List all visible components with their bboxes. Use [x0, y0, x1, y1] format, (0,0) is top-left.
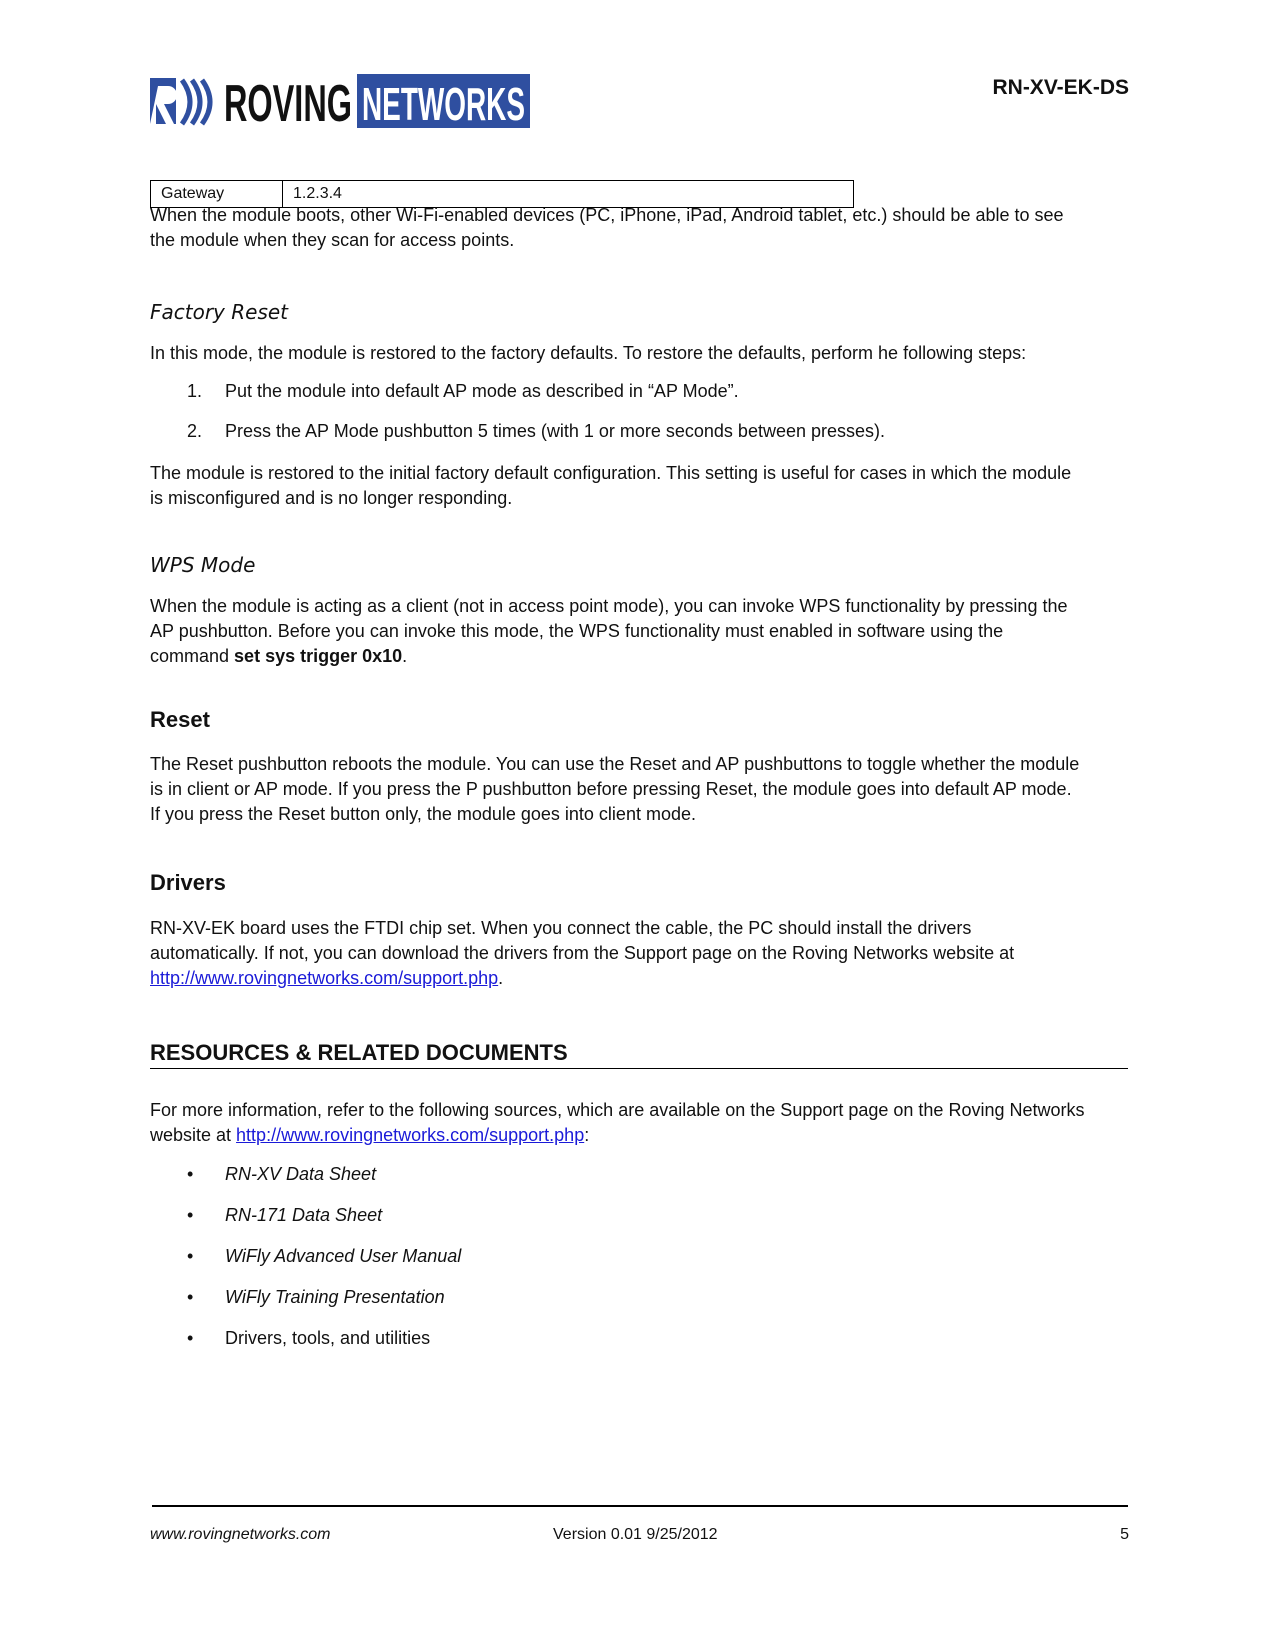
- step-number: 2.: [187, 421, 203, 441]
- bullet-icon: •: [187, 1205, 194, 1225]
- document-id: RN-XV-EK-DS: [992, 76, 1129, 99]
- section-divider: [150, 1068, 1128, 1069]
- logo-mark-icon: [150, 78, 210, 124]
- factory-reset-outro: [150, 461, 1130, 511]
- link-suffix: :: [584, 1125, 590, 1145]
- wps-command-suffix: .: [402, 646, 408, 666]
- drivers-line: automatically. If not, you can download the drivers from the Support page on the Roving Networks website at: [150, 943, 1015, 963]
- logo-text-right: NETWORKS: [362, 78, 525, 130]
- wps-line: When the module is acting as a client (not in access point mode), you can invoke WPS functionality by pressing the: [150, 596, 1068, 616]
- resource-item: RN-171 Data Sheet: [225, 1205, 383, 1225]
- drivers-line: [150, 966, 1130, 991]
- footer-page-number: 5: [1120, 1526, 1129, 1543]
- drivers-paragraph: [150, 916, 1130, 991]
- intro-line: When the module boots, other Wi-Fi-enabled devices (PC, iPhone, iPad, Android tablet, etc.) should be able to see: [150, 205, 1064, 225]
- wps-command-prefix: command: [150, 646, 235, 666]
- logo-text-left: ROVING: [224, 75, 352, 133]
- bullet-icon: •: [187, 1164, 194, 1184]
- reset-line: If you press the Reset button only, the module goes into client mode.: [150, 804, 696, 824]
- wps-paragraph: [150, 594, 1130, 669]
- outro-line: The module is restored to the initial factory default configuration. This setting is useful for cases in which the module: [150, 463, 1072, 483]
- resource-item: WiFly Training Presentation: [225, 1287, 445, 1307]
- intro-paragraph: [150, 203, 1130, 253]
- footer-version: Version 0.01 9/25/2012: [553, 1526, 718, 1543]
- wps-heading: WPS Mode: [150, 553, 256, 577]
- wps-command: set sys trigger 0x10: [234, 646, 403, 666]
- roving-networks-logo: [150, 74, 530, 133]
- step-number: 1.: [187, 381, 203, 401]
- resource-item: WiFly Advanced User Manual: [225, 1246, 462, 1266]
- resources-line: [150, 1123, 1130, 1148]
- factory-reset-heading: Factory Reset: [150, 300, 289, 324]
- drivers-heading: Drivers: [150, 870, 226, 895]
- reset-paragraph: [150, 752, 1130, 827]
- table-key: Gateway: [151, 181, 283, 208]
- support-link[interactable]: http://www.rovingnetworks.com/support.php: [236, 1125, 585, 1145]
- step-text: Press the AP Mode pushbutton 5 times (with 1 or more seconds between presses).: [225, 421, 886, 441]
- table-value: 1.2.3.4: [283, 181, 854, 208]
- reset-line: is in client or AP mode. If you press the P pushbutton before pressing Reset, the module goes into default AP mode.: [150, 779, 1072, 799]
- bullet-icon: •: [187, 1246, 194, 1266]
- step-text: Put the module into default AP mode as described in “AP Mode”.: [225, 381, 739, 401]
- resources-paragraph: [150, 1098, 1130, 1148]
- drivers-line: RN-XV-EK board uses the FTDI chip set. When you connect the cable, the PC should install the drivers: [150, 918, 972, 938]
- resources-prefix: website at: [150, 1125, 237, 1145]
- reset-line: The Reset pushbutton reboots the module. You can use the Reset and AP pushbuttons to toggle whether the module: [150, 754, 1080, 774]
- reset-heading: Reset: [150, 707, 210, 732]
- resource-item: Drivers, tools, and utilities: [225, 1328, 431, 1348]
- wps-line: [150, 644, 1130, 669]
- wps-line: AP pushbutton. Before you can invoke this mode, the WPS functionality must enabled in software using the: [150, 621, 1004, 641]
- footer-divider: [152, 1505, 1128, 1507]
- bullet-icon: •: [187, 1287, 194, 1307]
- factory-reset-intro: In this mode, the module is restored to the factory defaults. To restore the defaults, perform he following steps:: [150, 343, 1027, 363]
- link-suffix: .: [498, 968, 504, 988]
- footer-website: www.rovingnetworks.com: [150, 1526, 331, 1543]
- bullet-icon: •: [187, 1328, 194, 1348]
- resource-item: RN-XV Data Sheet: [225, 1164, 377, 1184]
- intro-line: the module when they scan for access points.: [150, 230, 515, 250]
- resources-line: For more information, refer to the following sources, which are available on the Support page on the Roving Networks: [150, 1100, 1085, 1120]
- resources-heading: RESOURCES & RELATED DOCUMENTS: [150, 1040, 568, 1065]
- support-link[interactable]: http://www.rovingnetworks.com/support.php: [150, 968, 499, 988]
- outro-line: is misconfigured and is no longer responding.: [150, 488, 513, 508]
